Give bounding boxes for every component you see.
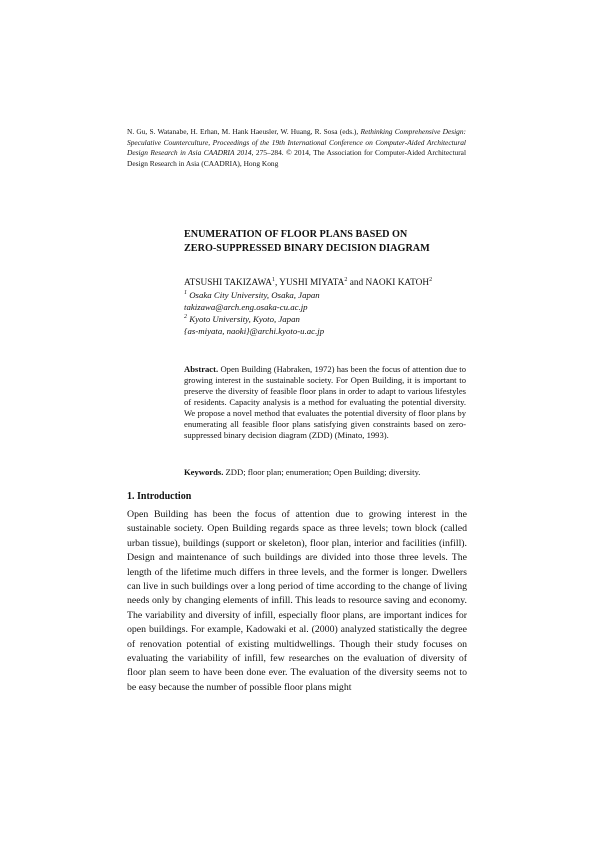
body-text [127, 508, 467, 695]
affiliation-2-mark: 2 [184, 314, 187, 321]
section-heading: 1. Introduction [127, 491, 192, 502]
author-1-mark: 1 [271, 276, 275, 283]
citation-proceedings-title: Rethinking Comprehensive Design: Speculative Counterculture, Proceedings of the 19th International Conference on Computer-Aided Architectural Design Research in Asia CAADRIA 2014 [127, 127, 467, 157]
keywords-text: ZDD; floor plan; enumeration; Open Building; diversity. [223, 467, 421, 477]
affiliation-1-text: Osaka City University, Osaka, Japan [187, 290, 320, 300]
email-1: takizawa@arch.eng.osaka-cu.ac.jp [184, 302, 308, 312]
email-2: {as-miyata, naoki}@archi.kyoto-u.ac.jp [184, 326, 325, 336]
author-3-mark: 2 [429, 276, 433, 283]
paper-title-line-1: ENUMERATION OF FLOOR PLANS BASED ON [184, 229, 408, 240]
paper-title [184, 228, 474, 255]
citation-editors: N. Gu, S. Watanabe, H. Erhan, M. Hank Haeusler, W. Huang, R. Sosa (eds.), [127, 127, 361, 136]
keywords-label: Keywords. [184, 467, 224, 477]
author-3: and NAOKI KATOH [347, 278, 430, 288]
affiliation-2-text: Kyoto University, Kyoto, Japan [187, 314, 300, 324]
author-block [184, 277, 474, 337]
citation-header [127, 127, 466, 169]
author-2-mark: 2 [344, 276, 348, 283]
body-paragraph: Open Building has been the focus of attention due to growing interest in the sustainable society. Open Building regards space as three levels; town block (called urban tissue), buildings (support or skeleton), floor plan, interior and facilities (infill). Design and maintenance of such buildings are divided into those three levels. The length of the lifetime much differs in three levels, and the former is longer. Dwellers can live in such buildings over a long period of time according to the change of living needs only by changing elements of infill. This leads to resource saving and economy. The variability and diversity of infill, especially floor plans, are important indices for open buildings. For example, Kadowaki et al. (2000) analyzed statistically the degree of renovation potential of existing multidwellings. Though their study focuses on evaluating the variability of infill, few researches on the evaluation of diversity of floor plan seem to have been done ever. The evaluation of the diversity seems not to be easy because the number of possible floor plans might [127, 509, 467, 693]
author-1: ATSUSHI TAKIZAWA [184, 278, 272, 288]
affiliation-1 [184, 289, 474, 301]
abstract-label: Abstract. [184, 364, 219, 374]
affiliation-1-mark: 1 [184, 290, 187, 297]
abstract [184, 364, 466, 441]
citation-publisher: , 275–284. © 2014, The Association for Computer-Aided Architectural Design Research in Asia (CAADRIA), Hong Kong [127, 148, 466, 168]
affiliation-2 [184, 313, 474, 325]
author-names [184, 277, 474, 289]
author-2: , YUSHI MIYATA [274, 278, 345, 288]
keywords [184, 467, 466, 478]
paper-title-line-2: ZERO-SUPPRESSED BINARY DECISION DIAGRAM [184, 242, 430, 254]
abstract-text: Open Building (Habraken, 1972) has been the focus of attention due to growing interest in the sustainable society. For Open Building, it is important to preserve the diversity of feasible floor plans in order to adapt to various lifestyles of residents. Capacity analysis is a method for evaluating the potential diversity. We propose a novel method that evaluates the potential diversity of floor plans by enumerating all feasible floor plans satisfying given constraints based on zero-suppressed binary decision diagram (ZDD) (Minato, 1993). [184, 364, 466, 440]
